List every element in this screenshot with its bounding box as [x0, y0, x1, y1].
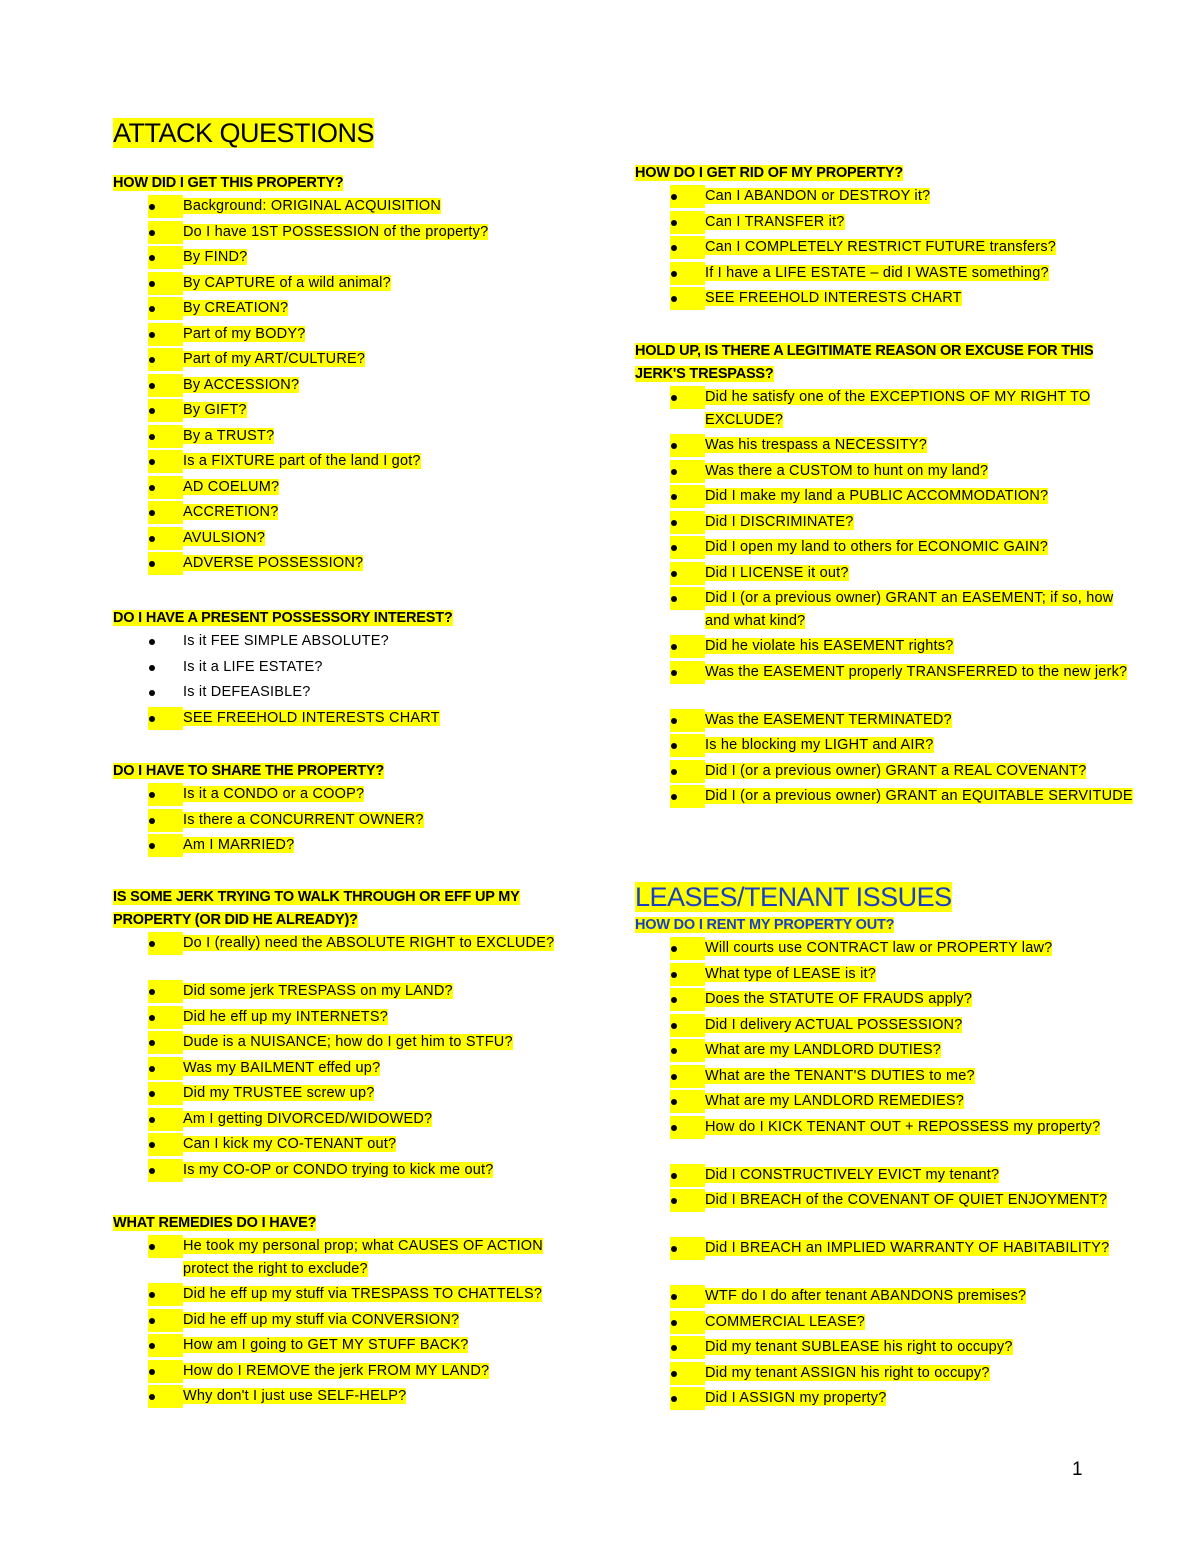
section-heading: HOW DO I GET RID OF MY PROPERTY?: [635, 165, 904, 181]
list-item-text: Did I (or a previous owner) GRANT a REAL COVENANT?: [705, 762, 1087, 779]
list-item: [635, 460, 1135, 486]
bullet-icon: [670, 386, 705, 409]
bullet-list: [113, 783, 583, 860]
list-item: [113, 552, 583, 578]
list-item-text: By CAPTURE of a wild animal?: [183, 274, 391, 291]
list-item: [113, 450, 583, 476]
list-item-text: Did he eff up my stuff via CONVERSION?: [183, 1311, 460, 1328]
bullet-icon: [670, 262, 705, 285]
bullet-icon: [670, 1336, 705, 1359]
list-item-text: Did he violate his EASEMENT rights?: [705, 638, 954, 654]
list-item: [113, 1283, 583, 1309]
bullet-icon: [148, 221, 183, 244]
list-item-text: WTF do I do after tenant ABANDONS premises?: [705, 1288, 1027, 1304]
bullet-icon: [148, 374, 183, 397]
list-item: [113, 476, 583, 502]
list-item: [113, 783, 583, 809]
list-item-text: Was his trespass a NECESSITY?: [705, 437, 928, 453]
list-item-text: Do I have 1ST POSSESSION of the property?: [183, 223, 489, 240]
bullet-icon: [148, 1057, 183, 1080]
bullet-icon: [148, 932, 183, 955]
list-item: [113, 1082, 583, 1108]
list-item: [635, 635, 1135, 661]
list-item: [635, 262, 1135, 288]
list-item-text: Dude is a NUISANCE; how do I get him to STFU?: [183, 1034, 513, 1050]
bullet-icon: [670, 587, 705, 610]
section: [113, 1212, 583, 1411]
list-item: [635, 1237, 1135, 1285]
list-item: [113, 1006, 583, 1032]
bullet-list: [113, 195, 583, 578]
list-item: [113, 425, 583, 451]
list-item: [113, 374, 583, 400]
list-item-text: Did my tenant ASSIGN his right to occupy?: [705, 1364, 990, 1381]
bullet-list: [113, 630, 583, 732]
bullet-icon: [670, 1090, 705, 1113]
bullet-icon: [148, 348, 183, 371]
list-item-text: He took my personal prop; what CAUSES OF ACTION protect the right to exclude?: [183, 1238, 543, 1277]
bullet-icon: [670, 1237, 705, 1260]
section-heading: DO I HAVE A PRESENT POSSESSORY INTEREST?: [113, 610, 453, 626]
list-item-text: Is he blocking my LIGHT and AIR?: [705, 737, 934, 753]
bullet-icon: [148, 1334, 183, 1357]
list-item-text: What are my LANDLORD REMEDIES?: [705, 1093, 965, 1109]
list-item-text: Did my TRUSTEE screw up?: [183, 1085, 375, 1101]
list-item-text: Is it a CONDO or a COOP?: [183, 786, 365, 802]
list-item-text: Did my tenant SUBLEASE his right to occupy?: [705, 1339, 1013, 1355]
bullet-icon: [148, 681, 183, 704]
bullet-icon: [148, 195, 183, 218]
list-item-text: Is it DEFEASIBLE?: [183, 684, 311, 700]
list-item-text: Did I BREACH an IMPLIED WARRANTY OF HABITABILITY?: [705, 1240, 1110, 1256]
list-item-text: AD COELUM?: [183, 478, 280, 495]
list-item: [113, 1385, 583, 1411]
bullet-icon: [670, 734, 705, 757]
list-item-text: Was my BAILMENT effed up?: [183, 1059, 381, 1076]
leases-title: LEASES/TENANT ISSUES: [635, 882, 952, 912]
list-item-text: SEE FREEHOLD INTERESTS CHART: [705, 290, 962, 306]
list-item-text: What are my LANDLORD DUTIES?: [705, 1042, 942, 1058]
list-item: [635, 1189, 1135, 1237]
list-item-text: Part of my BODY?: [183, 325, 306, 342]
bullet-icon: [148, 450, 183, 473]
list-item: [635, 1362, 1135, 1388]
list-item: [635, 1116, 1135, 1164]
list-item-text: Is a FIXTURE part of the land I got?: [183, 453, 421, 469]
section: [113, 760, 583, 860]
bullet-list: [635, 386, 1135, 833]
list-item-text: Did I open my land to others for ECONOMIC GAIN?: [705, 539, 1049, 555]
list-item: [113, 297, 583, 323]
list-item-text: COMMERCIAL LEASE?: [705, 1313, 865, 1330]
bullet-icon: [670, 1065, 705, 1088]
bullet-icon: [670, 434, 705, 457]
section: [635, 340, 1135, 833]
list-item-text: Did some jerk TRESPASS on my LAND?: [183, 983, 453, 999]
section-heading: IS SOME JERK TRYING TO WALK THROUGH OR EFF UP MY PROPERTY (OR DID HE ALREADY)?: [113, 889, 520, 928]
bullet-icon: [148, 527, 183, 550]
list-item: [113, 707, 583, 733]
bullet-icon: [148, 707, 183, 730]
bullet-icon: [148, 272, 183, 295]
list-item-text: Did I CONSTRUCTIVELY EVICT my tenant?: [705, 1166, 1000, 1183]
list-item-text: Did I BREACH of the COVENANT OF QUIET ENJOYMENT?: [705, 1192, 1108, 1208]
bullet-icon: [670, 211, 705, 234]
list-item-text: ACCRETION?: [183, 504, 279, 520]
list-item-text: If I have a LIFE ESTATE – did I WASTE something?: [705, 264, 1049, 281]
bullet-icon: [148, 656, 183, 679]
bullet-icon: [148, 399, 183, 422]
list-item: [635, 760, 1135, 786]
list-item: [635, 562, 1135, 588]
list-item-text: Was the EASEMENT TERMINATED?: [705, 711, 952, 728]
list-item: [635, 236, 1135, 262]
list-item: [113, 1031, 583, 1057]
section-heading: HOW DO I RENT MY PROPERTY OUT?: [635, 917, 895, 933]
list-item-text: How do I REMOVE the jerk FROM MY LAND?: [183, 1362, 490, 1379]
section: [635, 162, 1135, 313]
list-item: [635, 661, 1135, 709]
list-item-text: Did I (or a previous owner) GRANT an EASEMENT; if so, how and what kind?: [705, 590, 1114, 629]
bullet-icon: [148, 476, 183, 499]
page-number: 1: [1072, 1459, 1083, 1480]
bullet-icon: [670, 185, 705, 208]
list-item-text: Did I (or a previous owner) GRANT an EQUITABLE SERVITUDE: [705, 788, 1133, 804]
list-item: [635, 988, 1135, 1014]
list-item-text: Did I LICENSE it out?: [705, 564, 849, 581]
list-item-text: Can I ABANDON or DESTROY it?: [705, 188, 931, 204]
list-item-text: How am I going to GET MY STUFF BACK?: [183, 1337, 469, 1353]
bullet-icon: [148, 834, 183, 857]
list-item-text: Background: ORIGINAL ACQUISITION: [183, 198, 442, 214]
bullet-icon: [148, 1082, 183, 1105]
bullet-icon: [148, 980, 183, 1003]
bullet-icon: [670, 963, 705, 986]
section: [113, 607, 583, 732]
list-item: [113, 932, 583, 980]
bullet-icon: [148, 552, 183, 575]
bullet-icon: [148, 323, 183, 346]
bullet-icon: [148, 501, 183, 524]
list-item: [113, 246, 583, 272]
list-item-text: Is it FEE SIMPLE ABSOLUTE?: [183, 633, 389, 649]
bullet-icon: [670, 511, 705, 534]
list-item: [113, 501, 583, 527]
list-item-text: Will courts use CONTRACT law or PROPERTY law?: [705, 940, 1053, 956]
list-item: [113, 348, 583, 374]
bullet-list: [113, 1235, 583, 1411]
list-item-text: Part of my ART/CULTURE?: [183, 351, 366, 367]
bullet-icon: [148, 630, 183, 653]
list-item: [113, 1360, 583, 1386]
list-item-text: ADVERSE POSSESSION?: [183, 555, 364, 571]
bullet-icon: [148, 297, 183, 320]
bullet-icon: [670, 661, 705, 684]
list-item: [635, 434, 1135, 460]
section-heading: WHAT REMEDIES DO I HAVE?: [113, 1215, 317, 1231]
list-item-text: Does the STATUTE OF FRAUDS apply?: [705, 991, 973, 1007]
bullet-icon: [670, 988, 705, 1011]
bullet-icon: [670, 1311, 705, 1334]
list-item-text: Do I (really) need the ABSOLUTE RIGHT to EXCLUDE?: [183, 935, 555, 951]
list-item: [635, 734, 1135, 760]
bullet-icon: [148, 1235, 183, 1258]
list-item: [635, 185, 1135, 211]
list-item: [635, 211, 1135, 237]
list-item: [635, 1065, 1135, 1091]
bullet-icon: [148, 1385, 183, 1408]
list-item: [113, 630, 583, 656]
list-item: [113, 527, 583, 553]
list-item-text: What are the TENANT'S DUTIES to me?: [705, 1067, 975, 1084]
list-item: [113, 221, 583, 247]
list-item-text: Did he eff up my stuff via TRESPASS TO CHATTELS?: [183, 1286, 543, 1302]
list-item: [635, 287, 1135, 313]
list-item: [635, 511, 1135, 537]
section-heading: DO I HAVE TO SHARE THE PROPERTY?: [113, 763, 385, 779]
list-item-text: AVULSION?: [183, 529, 266, 546]
list-item-text: By FIND?: [183, 249, 248, 265]
list-item: [113, 980, 583, 1006]
list-item: [635, 1336, 1135, 1362]
bullet-icon: [670, 485, 705, 508]
bullet-icon: [670, 709, 705, 732]
list-item: [113, 1235, 583, 1283]
list-item: [113, 323, 583, 349]
list-item: [113, 399, 583, 425]
list-item: [635, 485, 1135, 511]
bullet-icon: [670, 1116, 705, 1139]
bullet-icon: [670, 1189, 705, 1212]
list-item: [113, 1159, 583, 1185]
list-item-text: Did I ASSIGN my property?: [705, 1390, 887, 1406]
bullet-icon: [670, 1014, 705, 1037]
list-item-text: Did he eff up my INTERNETS?: [183, 1008, 388, 1025]
bullet-icon: [670, 635, 705, 658]
bullet-icon: [148, 783, 183, 806]
bullet-icon: [670, 236, 705, 259]
bullet-icon: [670, 1039, 705, 1062]
bullet-icon: [670, 760, 705, 783]
list-item: [113, 681, 583, 707]
bullet-list: [635, 937, 1135, 1413]
bullet-icon: [148, 1360, 183, 1383]
list-item-text: Why don't I just use SELF-HELP?: [183, 1388, 407, 1404]
list-item-text: By CREATION?: [183, 300, 289, 316]
list-item-text: Am I MARRIED?: [183, 837, 295, 853]
bullet-icon: [148, 1283, 183, 1306]
bullet-icon: [670, 562, 705, 585]
section-heading: HOLD UP, IS THERE A LEGITIMATE REASON OR EXCUSE FOR THIS JERK'S TRESPASS?: [635, 343, 1094, 382]
bullet-icon: [670, 1285, 705, 1308]
list-item: [635, 1311, 1135, 1337]
list-item-text: By a TRUST?: [183, 427, 275, 444]
section-heading: HOW DID I GET THIS PROPERTY?: [113, 175, 344, 191]
list-item-text: By GIFT?: [183, 402, 247, 418]
list-item-text: Was the EASEMENT properly TRANSFERRED to the new jerk?: [705, 663, 1128, 680]
list-item: [113, 1108, 583, 1134]
list-item: [113, 1133, 583, 1159]
bullet-icon: [148, 1159, 183, 1182]
bullet-icon: [670, 287, 705, 310]
list-item-text: Did he satisfy one of the EXCEPTIONS OF MY RIGHT TO EXCLUDE?: [705, 389, 1091, 428]
bullet-icon: [670, 460, 705, 483]
list-item-text: Can I kick my CO-TENANT out?: [183, 1136, 397, 1152]
list-item-text: Is there a CONCURRENT OWNER?: [183, 811, 424, 828]
page-title: ATTACK QUESTIONS: [113, 118, 375, 148]
list-item: [635, 386, 1135, 434]
list-item: [635, 1285, 1135, 1311]
list-item-text: SEE FREEHOLD INTERESTS CHART: [183, 709, 440, 726]
bullet-icon: [670, 1387, 705, 1410]
list-item: [635, 587, 1135, 635]
bullet-icon: [670, 1164, 705, 1187]
list-item: [635, 937, 1135, 963]
list-item-text: By ACCESSION?: [183, 376, 300, 393]
list-item-text: Is my CO-OP or CONDO trying to kick me out?: [183, 1161, 494, 1178]
bullet-icon: [148, 1133, 183, 1156]
bullet-list: [113, 932, 583, 1184]
bullet-icon: [148, 809, 183, 832]
bullet-icon: [148, 425, 183, 448]
list-item: [113, 809, 583, 835]
list-item-text: Did I DISCRIMINATE?: [705, 513, 854, 530]
list-item: [635, 1090, 1135, 1116]
bullet-icon: [148, 1309, 183, 1332]
list-item: [635, 1014, 1135, 1040]
list-item: [113, 1334, 583, 1360]
list-item: [635, 709, 1135, 735]
list-item: [635, 1164, 1135, 1190]
list-item: [635, 1039, 1135, 1065]
list-item: [113, 834, 583, 860]
list-item: [635, 1387, 1135, 1413]
list-item-text: What type of LEASE is it?: [705, 965, 877, 982]
list-item-text: Did I delivery ACTUAL POSSESSION?: [705, 1016, 963, 1033]
list-item: [635, 785, 1135, 833]
list-item: [113, 656, 583, 682]
list-item-text: Can I TRANSFER it?: [705, 213, 845, 230]
bullet-icon: [670, 937, 705, 960]
list-item-text: Am I getting DIVORCED/WIDOWED?: [183, 1110, 433, 1127]
list-item: [113, 272, 583, 298]
section: [113, 886, 583, 1184]
bullet-icon: [670, 785, 705, 808]
list-item-text: Was there a CUSTOM to hunt on my land?: [705, 462, 989, 479]
list-item: [113, 1057, 583, 1083]
list-item-text: How do I KICK TENANT OUT + REPOSSESS my property?: [705, 1118, 1101, 1135]
list-item: [113, 1309, 583, 1335]
list-item-text: Is it a LIFE ESTATE?: [183, 658, 323, 675]
bullet-list: [635, 185, 1135, 313]
bullet-icon: [148, 246, 183, 269]
bullet-icon: [148, 1006, 183, 1029]
bullet-icon: [148, 1031, 183, 1054]
section: [635, 914, 1135, 1413]
bullet-icon: [148, 1108, 183, 1131]
list-item-text: Can I COMPLETELY RESTRICT FUTURE transfers?: [705, 239, 1057, 255]
list-item: [635, 963, 1135, 989]
list-item: [635, 536, 1135, 562]
section: [113, 172, 583, 578]
list-item: [113, 195, 583, 221]
bullet-icon: [670, 1362, 705, 1385]
bullet-icon: [670, 536, 705, 559]
list-item-text: Did I make my land a PUBLIC ACCOMMODATION?: [705, 488, 1049, 504]
